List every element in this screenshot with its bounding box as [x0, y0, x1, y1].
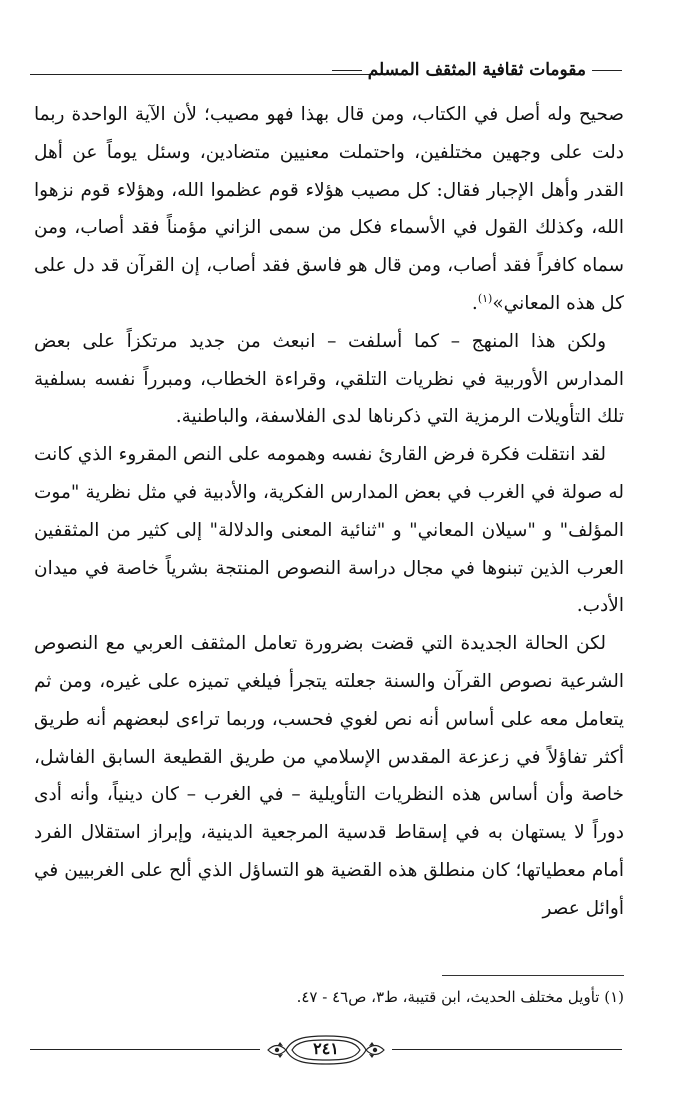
footnote	[54, 985, 624, 1009]
paragraph-1	[34, 96, 624, 323]
header-title: مقومات ثقافية المثقف المسلم	[367, 60, 586, 80]
paragraph-4-text: لكن الحالة الجديدة التي قضت بضرورة تعامل المثقف العربي مع النصوص الشرعية نصوص القرآن والسنة جعلته يتجرأ فيلغي تميزه على غيره، ومن ثم يتعامل معه على أساس أنه نص لغوي فحسب، وربما تراءى لبعضهم أنه طريق أكثر تفاؤلاً في زعزعة المقدس الإسلامي من طريق القطيعة السابق الفاشل، خاصة وأن أساس هذه النظريات التأويلية – في الغرب – كان دينياً، وأنه أدى دوراً لا يستهان به في إسقاط قدسية المرجعية الدينية، وإبراز استقلال الفرد أمام معطياتها؛ كان منطلق هذه القضية هو التساؤل الذي ألح على الغربيين في أوائل عصر	[34, 633, 624, 919]
paragraph-2	[34, 323, 624, 436]
footer-rule-left	[30, 1049, 260, 1050]
footnote-text: (١) تأويل مختلف الحديث، ابن قتيبة، ط٣، ص٤٦ - ٤٧.	[296, 988, 624, 1006]
paragraph-1-tail: .	[471, 292, 478, 314]
paragraph-3-text: لقد انتقلت فكرة فرض القارئ نفسه وهمومه على النص المقروء الذي كانت له صولة في الغرب في بعض المدارس الفكرية، والأدبية في مثل نظرية "موت المؤلف" و "سيلان المعاني" و "ثنائية المعنى والدلالة" إلى كثير من المثقفين العرب الذين تبنوها في مجال دراسة النصوص المنتجة بشرياً خاصة في ميدان الأدب.	[34, 444, 624, 617]
page-footer	[30, 1030, 622, 1070]
header-dash-left	[332, 70, 362, 71]
header-dash	[592, 70, 622, 71]
paragraph-2-text: ولكن هذا المنهج – كما أسلفت – انبعث من جديد مرتكزاً على بعض المدارس الأوربية في نظريات التلقي، وقراءة الخطاب، ومبرراً نفسه بسلفية تلك التأويلات الرمزية التي ذكرناها لدى الفلاسفة، والباطنية.	[34, 330, 624, 428]
main-text	[34, 96, 624, 928]
paragraph-4	[34, 625, 624, 927]
footnote-ref: (١)	[477, 291, 493, 305]
page-number-ornament	[266, 1030, 386, 1070]
running-header	[30, 58, 622, 88]
page-number: ٢٤١	[313, 1039, 339, 1058]
footnote-rule	[442, 975, 624, 976]
paragraph-3	[34, 436, 624, 625]
header-title-wrap	[332, 60, 622, 80]
footer-rule-right	[392, 1049, 622, 1050]
paragraph-1-text: صحيح وله أصل في الكتاب، ومن قال بهذا فهو مصيب؛ لأن الآية الواحدة ربما دلت على وجهين مختلفين، واحتملت معنيين متضادين، وسئل يوماً عن أهل القدر وأهل الإجبار فقال: كل مصيب هؤلاء قوم عظموا الله، وهؤلاء قوم نزهوا الله، وكذلك القول في الأسماء فكل من سمى الزاني مؤمناً فقد أصاب، ومن سماه كافراً فقد أصاب، ومن قال هو فاسق فقد أصاب، إن القرآن قد دل على كل هذه المعاني»	[34, 104, 624, 314]
